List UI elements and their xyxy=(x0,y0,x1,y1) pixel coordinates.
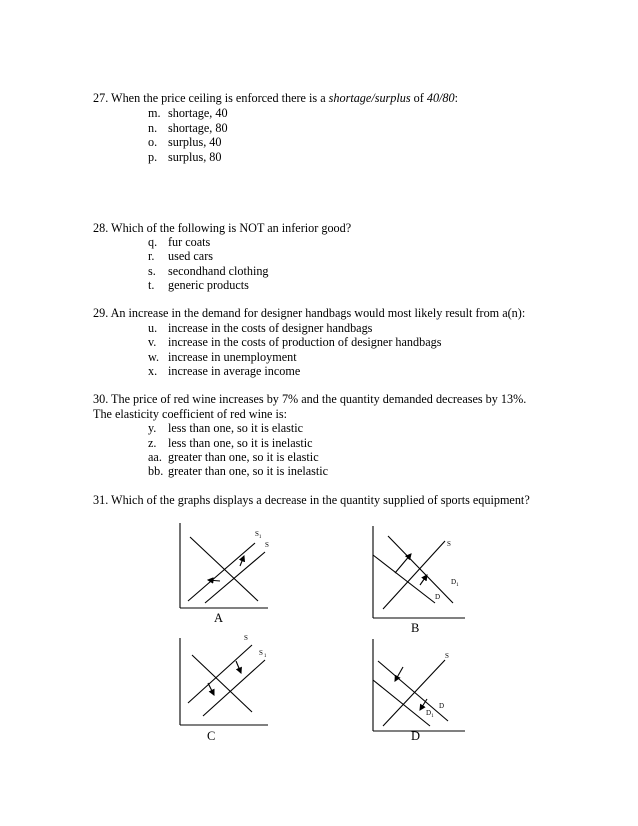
shift-arrow xyxy=(240,556,244,566)
shift-arrow xyxy=(395,554,411,573)
option-letter: p. xyxy=(148,150,158,164)
question-28-stem: 28. Which of the following is NOT an inferior good? xyxy=(93,221,352,235)
option-letter: y. xyxy=(148,421,157,435)
shift-arrow xyxy=(236,661,241,673)
curve-label-s: S xyxy=(265,541,269,549)
option-letter: n. xyxy=(148,121,158,135)
option-text: secondhand clothing xyxy=(168,264,269,278)
shift-arrow xyxy=(208,580,220,581)
curve-label-s: S xyxy=(447,540,451,548)
question-27-stem xyxy=(93,91,458,106)
graph-d xyxy=(365,636,475,736)
graph-label-c: C xyxy=(207,729,216,743)
supply-curve-s xyxy=(383,660,445,726)
supply-curve-s1 xyxy=(203,660,265,716)
demand-curve xyxy=(190,537,258,601)
option-text: greater than one, so it is inelastic xyxy=(168,464,329,478)
option-text: shortage, 80 xyxy=(168,121,228,135)
q27-stem-part: : xyxy=(454,91,459,105)
curve-label-d: D xyxy=(435,593,441,601)
graph-label-d: D xyxy=(411,729,421,743)
question-29-stem: 29. An increase in the demand for designer handbags would most likely result from a(n): xyxy=(93,306,526,320)
question-30-stem-line1: 30. The price of red wine increases by 7% and the quantity demanded decreases by 13%. xyxy=(93,392,527,406)
q27-stem-italic: 40/80 xyxy=(426,91,455,105)
option-letter: q. xyxy=(148,235,158,249)
graph-label-b: B xyxy=(411,621,420,635)
option-letter: m. xyxy=(148,106,161,120)
question-30-stem-line2: The elasticity coefficient of red wine is: xyxy=(93,407,288,421)
shift-arrow xyxy=(420,575,427,585)
q27-stem-italic: shortage/surplus xyxy=(328,91,411,105)
supply-curve-s1 xyxy=(188,543,255,601)
option-text: surplus, 80 xyxy=(168,150,222,164)
option-text: generic products xyxy=(168,278,249,292)
option-text: increase in the costs of production of designer handbags xyxy=(168,335,442,349)
option-letter: u. xyxy=(148,321,158,335)
option-letter: x. xyxy=(148,364,158,378)
curve-label-d1: $D_1$ xyxy=(426,709,434,719)
option-text: increase in unemployment xyxy=(168,350,297,364)
question-31-stem: 31. Which of the graphs displays a decrease in the quantity supplied of sports equipment? xyxy=(93,493,530,507)
option-letter: v. xyxy=(148,335,157,349)
option-letter: r. xyxy=(148,249,155,263)
option-text: used cars xyxy=(168,249,214,263)
graph-a xyxy=(170,515,280,615)
q27-stem-part: 27. When the price ceiling is enforced there is a xyxy=(93,91,329,105)
option-text: increase in average income xyxy=(168,364,301,378)
graph-b xyxy=(365,523,475,623)
option-text: greater than one, so it is elastic xyxy=(168,450,319,464)
demand-curve-d1 xyxy=(373,680,430,726)
supply-curve-s xyxy=(188,645,252,703)
curve-label-s1: $S_1$ xyxy=(259,649,267,659)
curve-label-s: S xyxy=(244,634,248,642)
graph-label-a: A xyxy=(214,611,224,625)
option-letter: z. xyxy=(148,436,157,450)
curve-label-s: S xyxy=(445,652,449,660)
option-letter: s. xyxy=(148,264,156,278)
option-letter: aa. xyxy=(148,450,162,464)
demand-curve xyxy=(192,655,252,712)
option-text: increase in the costs of designer handbags xyxy=(168,321,373,335)
option-letter: bb. xyxy=(148,464,164,478)
option-text: less than one, so it is elastic xyxy=(168,421,304,435)
graph-c xyxy=(170,628,280,738)
q27-stem-part: of xyxy=(410,91,427,105)
curve-label-s1: $S_1$ xyxy=(255,530,262,540)
option-text: surplus, 40 xyxy=(168,135,222,149)
option-text: less than one, so it is inelastic xyxy=(168,436,313,450)
shift-arrow xyxy=(208,683,214,695)
option-letter: w. xyxy=(148,350,160,364)
option-letter: t. xyxy=(148,278,155,292)
curve-label-d1: $D_1$ xyxy=(451,578,459,588)
option-letter: o. xyxy=(148,135,158,149)
option-text: fur coats xyxy=(168,235,211,249)
curve-label-d: D xyxy=(439,702,445,710)
option-text: shortage, 40 xyxy=(168,106,228,120)
